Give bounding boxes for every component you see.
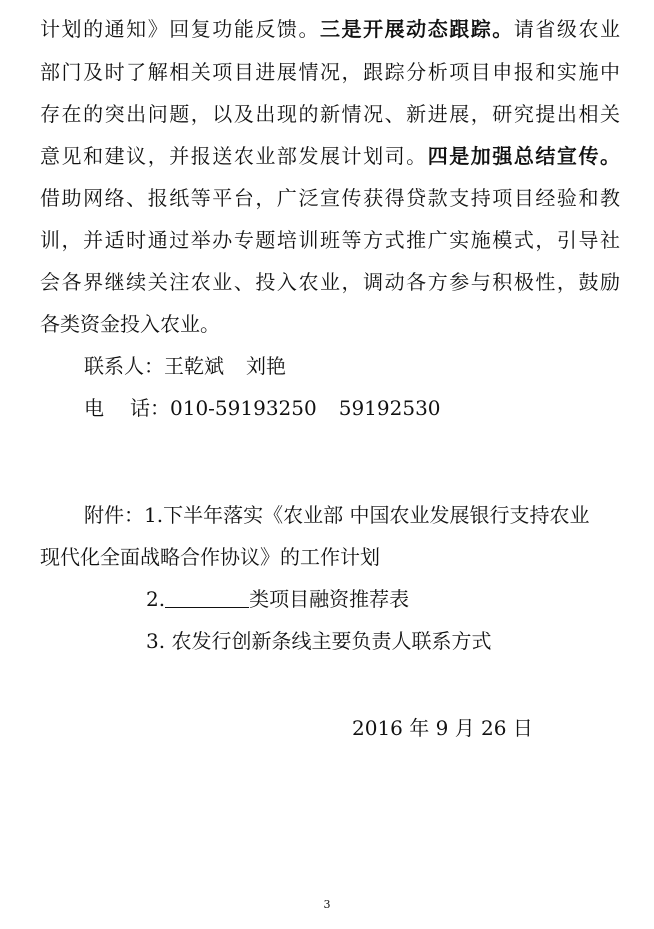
attachment-item-2: 2. 类项目融资推荐表 <box>146 587 410 611</box>
body-line-6: 训，并适时通过举办专题培训班等方式推广实施模式，引导社 <box>40 228 620 252</box>
contact-label: 联系人： <box>84 354 164 378</box>
attachment-item-1-continued: 现代化全面战略合作协议》的工作计划 <box>40 545 380 569</box>
body-line-8: 各类资金投入农业。 <box>40 312 220 336</box>
body-line-3: 存在的突出问题，以及出现的新情况、新进展，研究提出相关 <box>40 102 620 126</box>
fill-in-blank <box>165 589 249 608</box>
heading-publicity: 四是加强总结宣传。 <box>427 144 621 168</box>
attachment-item-3: 3. 农发行创新条线主要负责人联系方式 <box>146 629 492 653</box>
attachment-item-1: 附件：1.下半年落实《农业部 中国农业发展银行支持农业 <box>84 503 590 527</box>
heading-dynamic-tracking: 三是开展动态跟踪。 <box>320 17 514 41</box>
contact-phone: 电 话：010-59193250 59192530 <box>84 396 441 420</box>
phone-number-1: 010-59193250 <box>170 396 317 420</box>
attachment-label: 附件： <box>84 503 144 527</box>
body-line-4: 意见和建议，并报送农业部发展计划司。四是加强总结宣传。 <box>40 144 621 168</box>
page-number: 3 <box>323 898 331 911</box>
document-date: 2016 年 9 月 26 日 <box>352 716 533 740</box>
body-line-1: 计划的通知》回复功能反馈。三是开展动态跟踪。请省级农业 <box>40 17 621 41</box>
contact-name-2: 刘艳 <box>246 354 286 378</box>
contact-name-1: 王乾斌 <box>164 354 224 378</box>
phone-number-2: 59192530 <box>338 396 441 420</box>
contact-person <box>84 353 286 379</box>
body-line-5: 借助网络、报纸等平台，广泛宣传获得贷款支持项目经验和教 <box>40 186 620 210</box>
body-line-2: 部门及时了解相关项目进展情况，跟踪分析项目申报和实施中 <box>40 60 620 84</box>
body-line-7: 会各界继续关注农业、投入农业，调动各方参与积极性，鼓励 <box>40 270 620 294</box>
